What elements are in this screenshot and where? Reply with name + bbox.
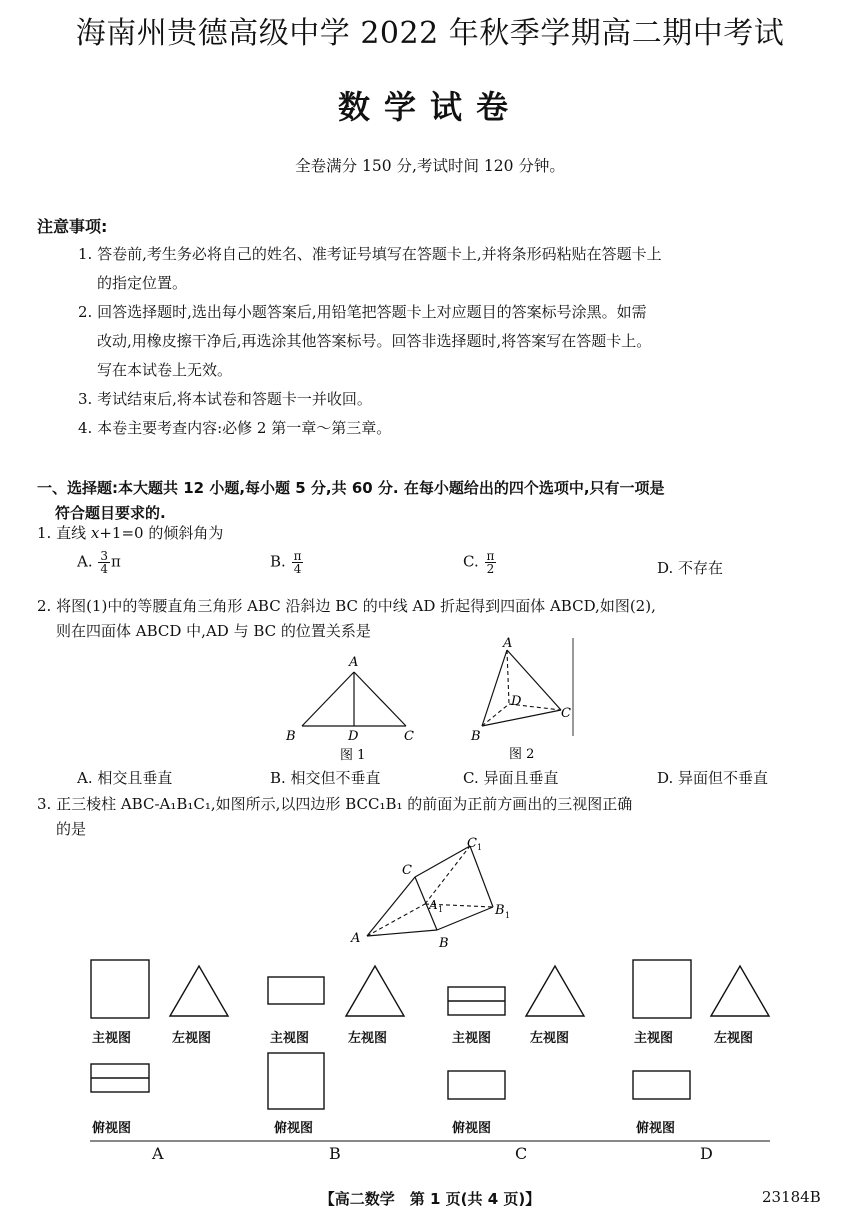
prism-label-c1-sub: 1 xyxy=(477,843,483,852)
option-b-left-triangle xyxy=(346,966,404,1016)
notice-item-3: 3. 考试结束后,将本试卷和答题卡一并收回。 xyxy=(78,390,372,408)
q1-option-a-pi: π xyxy=(111,552,121,571)
fig2-caption: 图 2 xyxy=(509,747,535,762)
prism-label-b1-sub: 1 xyxy=(505,911,511,920)
frac-den: 2 xyxy=(486,562,495,576)
q1-option-b-fraction xyxy=(292,550,304,575)
q3-option-c-letter: C xyxy=(515,1144,528,1163)
option-d-front-square xyxy=(633,960,691,1018)
section-1-heading xyxy=(37,476,827,526)
q3-line-1: 3. 正三棱柱 ABC-A₁B₁C₁,如图所示,以四边形 BCC₁B₁ 的前面为正前方画出的三视图正确 xyxy=(37,795,633,813)
option-b-top-label: 俯视图 xyxy=(274,1121,314,1136)
q1-option-a xyxy=(77,550,121,575)
prism-label-c1: C xyxy=(467,836,477,851)
frac-den: 4 xyxy=(100,562,109,576)
q1-option-b xyxy=(270,550,304,575)
notice-items xyxy=(78,240,823,443)
notice-item-2-line-1: 2. 回答选择题时,选出每小题答案后,用铅笔把答题卡上对应题目的答案标号涂黑。如需 xyxy=(78,303,647,321)
q2-option-a: A. 相交且垂直 xyxy=(77,769,173,787)
q1-option-c-fraction xyxy=(485,550,497,575)
fig1-label-c: C xyxy=(404,729,414,744)
q1-option-d: D. 不存在 xyxy=(657,559,724,577)
section-1-line-1: 一、选择题:本大题共 12 小题,每小题 5 分,共 60 分. 在每小题给出的四个选项中,只有一项是 xyxy=(37,479,665,497)
option-a-left-triangle xyxy=(170,966,228,1016)
prism-label-a: A xyxy=(351,931,361,946)
option-b-front-rect xyxy=(268,977,324,1004)
option-b-left-label: 左视图 xyxy=(348,1031,388,1046)
fig2-edge-bc xyxy=(482,710,561,726)
q2-figure-1 xyxy=(282,650,422,765)
notice-item-1-line-2: 的指定位置。 xyxy=(97,274,188,292)
q2-option-d: D. 异面但不垂直 xyxy=(657,769,769,787)
notice-item-2-line-2: 改动,用橡皮擦干净后,再选涂其他答案标号。回答非选择题时,将答案写在答题卡上。 xyxy=(97,332,652,350)
q3-option-a-letter: A xyxy=(152,1144,164,1163)
option-c-top-rect xyxy=(448,1071,505,1099)
paper-code: 23184B xyxy=(762,1188,821,1206)
option-b-top-square xyxy=(268,1053,324,1109)
option-d-top-label: 俯视图 xyxy=(636,1121,676,1136)
exam-subtitle: 数学试卷 xyxy=(337,88,522,126)
prism-edge-ab xyxy=(367,930,437,936)
frac-num: π xyxy=(486,549,495,563)
q2-line-1: 2. 将图(1)中的等腰直角三角形 ABC 沿斜边 BC 的中线 AD 折起得到四面体 ABCD,如图(2), xyxy=(37,597,656,615)
option-d-left-triangle xyxy=(711,966,769,1016)
prism-label-a1-sub: 1 xyxy=(438,905,444,914)
q2-option-c: C. 异面且垂直 xyxy=(463,769,559,787)
prism-label-b: B xyxy=(439,936,449,951)
q2-line-2: 则在四面体 ABCD 中,AD 与 BC 的位置关系是 xyxy=(56,622,371,640)
prism-edge-c1b1 xyxy=(470,846,493,907)
prism-label-a1: A xyxy=(429,898,438,912)
frac-den: 4 xyxy=(293,562,302,576)
prism-label-b1: B xyxy=(495,903,505,918)
exam-title: 海南州贵德高级中学 2022 年秋季学期高二期中考试 xyxy=(75,16,785,51)
q2-figure-2 xyxy=(465,634,580,765)
footer-text: 【高二数学 第 1 页(共 4 页)】 xyxy=(319,1190,541,1208)
fig2-edge-ab xyxy=(482,650,507,726)
frac-num: 3 xyxy=(100,549,109,563)
fig1-caption: 图 1 xyxy=(340,748,366,763)
option-c-left-label: 左视图 xyxy=(530,1031,570,1046)
fig1-label-a: A xyxy=(349,655,359,670)
frac-num: π xyxy=(293,549,302,563)
q1-stem-prefix: 1. 直线 xyxy=(37,524,87,542)
q1-stem-suffix: +1=0 的倾斜角为 xyxy=(99,524,224,542)
q1-option-b-label: B. xyxy=(270,552,286,571)
prism-label-c: C xyxy=(402,863,412,878)
section-1-line-2: 符合题目要求的. xyxy=(55,504,166,522)
option-d-front-label: 主视图 xyxy=(634,1031,674,1046)
notice-item-2-line-3: 写在本试卷上无效。 xyxy=(97,361,233,379)
q1-option-a-fraction xyxy=(98,550,110,575)
option-c-top-label: 俯视图 xyxy=(452,1121,492,1136)
q3-line-2: 的是 xyxy=(56,820,87,838)
fig1-label-b: B xyxy=(286,729,296,744)
notice-item-4: 4. 本卷主要考查内容:必修 2 第一章～第三章。 xyxy=(78,419,392,437)
fig2-label-b: B xyxy=(471,729,481,744)
fig2-label-a: A xyxy=(503,636,513,651)
q1-stem-var: x xyxy=(90,524,100,542)
fig1-label-d: D xyxy=(348,729,359,744)
fig1-edge-ac xyxy=(354,672,406,726)
q3-option-b-letter: B xyxy=(329,1144,341,1163)
prism-edge-cc1 xyxy=(415,846,470,877)
prism-edge-ac xyxy=(367,877,415,936)
prism-edge-a1c1 xyxy=(425,846,470,904)
q3-prism-figure xyxy=(345,834,515,952)
option-a-left-label: 左视图 xyxy=(172,1031,212,1046)
fig2-edge-ad xyxy=(507,650,509,704)
option-a-front-label: 主视图 xyxy=(92,1031,132,1046)
page-footer xyxy=(0,1188,860,1209)
fig2-label-c: C xyxy=(561,706,571,721)
option-c-front-label: 主视图 xyxy=(452,1031,492,1046)
q1-option-c xyxy=(463,550,497,575)
option-c-left-triangle xyxy=(526,966,584,1016)
notice-item-1-line-1: 1. 答卷前,考生务必将自己的姓名、准考证号填写在答题卡上,并将条形码粘贴在答题卡上 xyxy=(78,245,662,263)
option-d-top-rect xyxy=(633,1071,690,1099)
score-line: 全卷满分 150 分,考试时间 120 分钟。 xyxy=(295,157,565,175)
option-b-front-label: 主视图 xyxy=(270,1031,310,1046)
question-1-stem xyxy=(37,521,827,546)
q3-option-d-letter: D xyxy=(700,1144,713,1163)
q2-option-b: B. 相交但不垂直 xyxy=(270,769,381,787)
option-a-front-square xyxy=(91,960,149,1018)
option-a-top-label: 俯视图 xyxy=(92,1121,132,1136)
fig1-edge-ab xyxy=(302,672,354,726)
q1-option-c-label: C. xyxy=(463,552,479,571)
notice-heading: 注意事项: xyxy=(37,217,108,236)
fig2-label-d: D xyxy=(511,694,522,709)
prism-edge-bb1 xyxy=(437,907,493,930)
option-d-left-label: 左视图 xyxy=(714,1031,754,1046)
question-2-stem xyxy=(37,594,827,644)
q1-option-a-label: A. xyxy=(77,552,93,571)
